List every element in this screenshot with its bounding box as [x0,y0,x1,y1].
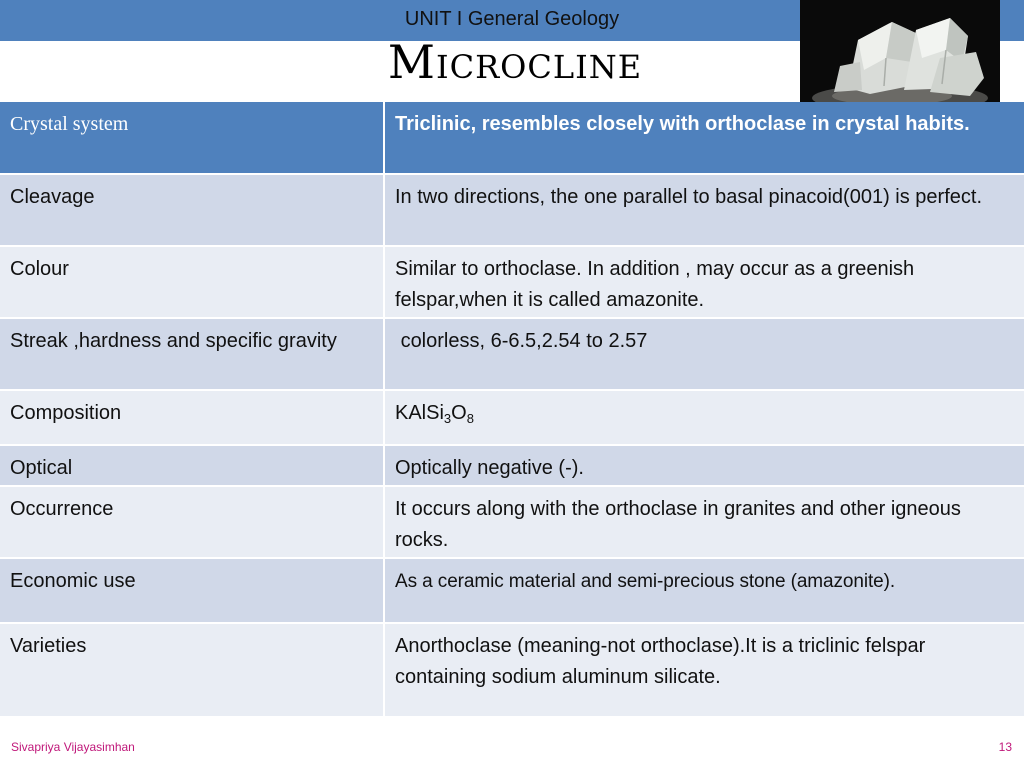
value-cell [384,390,1024,445]
table-row [0,318,1024,390]
value-cell: Similar to orthoclase. In addition , may occur as a greenish felspar,when it is called amazonite. [384,246,1024,318]
formula-subscript: 8 [466,411,474,426]
unit-title: UNIT I General Geology [404,8,620,30]
table-header-row [0,102,1024,174]
table-row [0,445,1024,486]
property-cell: Cleavage [0,174,384,246]
value-cell: colorless, 6-6.5,2.54 to 2.57 [384,318,1024,390]
footer-author: Sivapriya Vijayasimhan [11,740,135,754]
property-cell: Varieties [0,623,384,717]
value-cell: Anorthoclase (meaning-not orthoclase).It is a triclinic felspar containing sodium aluminum silicate. [384,623,1024,717]
property-cell: Crystal system [0,102,384,174]
formula-base: KAlSi [395,402,444,424]
microcline-crystal-image [800,0,1000,107]
property-cell: Occurrence [0,486,384,558]
table-row [0,486,1024,558]
property-table [0,102,1024,718]
table-row [0,390,1024,445]
table-row [0,246,1024,318]
table-row [0,174,1024,246]
formula-subscript: 3 [443,411,452,426]
property-cell: Colour [0,246,384,318]
property-cell: Streak ,hardness and specific gravity [0,318,384,390]
value-cell: Optically negative (-). [384,445,1024,486]
table-row [0,558,1024,623]
value-cell: In two directions, the one parallel to basal pinacoid(001) is perfect. [384,174,1024,246]
value-cell: It occurs along with the orthoclase in granites and other igneous rocks. [384,486,1024,558]
formula-element: O [451,402,467,424]
property-cell: Economic use [0,558,384,623]
slide-title: Microcline [387,35,643,89]
property-cell: Composition [0,390,384,445]
table-row [0,623,1024,717]
value-cell: Triclinic, resembles closely with orthoclase in crystal habits. [384,102,1024,174]
mineral-photo [800,0,1000,107]
property-cell: Optical [0,445,384,486]
page-number: 13 [998,740,1012,754]
value-cell: As a ceramic material and semi-precious stone (amazonite). [384,558,1024,623]
